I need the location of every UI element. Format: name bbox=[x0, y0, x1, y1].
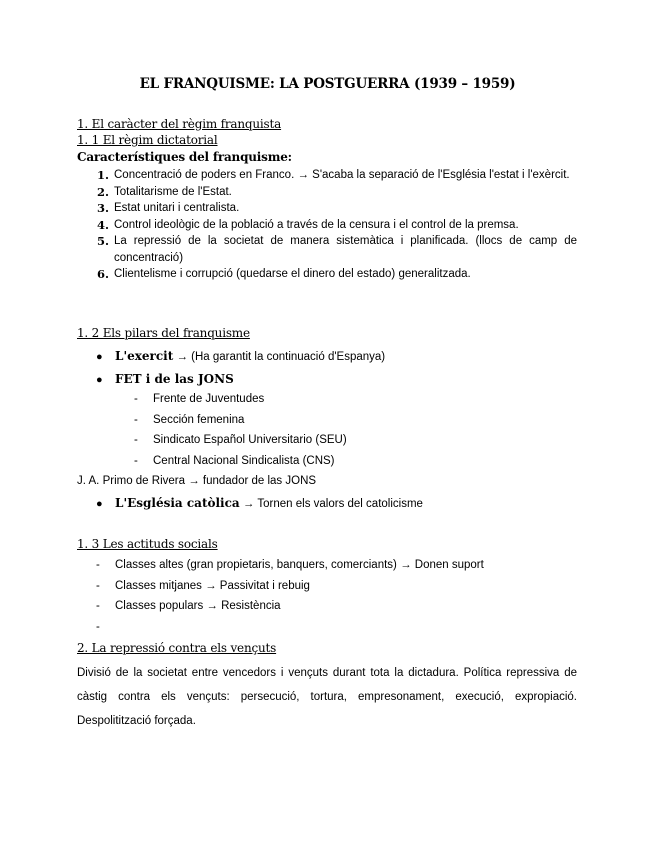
sub-item-text: Frente de Juventudes bbox=[153, 393, 265, 405]
sub-item-text: Sindicato Español Universitario (SEU) bbox=[153, 434, 347, 446]
bullet-text: → (Ha garantit la continuació d'Espanya) bbox=[173, 351, 386, 363]
sub-item-text: Sección femenina bbox=[153, 414, 245, 426]
primo-rivera-note: J. A. Primo de Rivera → fundador de las JONS bbox=[77, 475, 317, 487]
dash-icon: - bbox=[134, 455, 138, 467]
list-item bbox=[77, 167, 577, 184]
repression-paragraph: Divisió de la societat entre vencedors i vençuts durant tota la dictadura. Política repressiva de càstig contra els vençuts: persecució, tortura, empresonament, execució, expropiació. Despolitització forçada. bbox=[77, 667, 577, 727]
dash-icon: - bbox=[96, 580, 100, 592]
social-item-text: Classes altes (gran propietaris, banquers, comerciants) → Donen suport bbox=[115, 559, 484, 571]
dash-icon: - bbox=[134, 393, 138, 405]
dash-icon: - bbox=[134, 434, 138, 446]
sub-item bbox=[134, 414, 244, 426]
dash-icon: - bbox=[134, 414, 138, 426]
sub-item-text: Central Nacional Sindicalista (CNS) bbox=[153, 455, 335, 467]
bullet-text: → Tornen els valors del catolicisme bbox=[239, 498, 423, 510]
social-item bbox=[96, 600, 281, 612]
social-item bbox=[96, 559, 484, 571]
item-text: Estat unitari i centralista. bbox=[114, 202, 240, 214]
social-item bbox=[96, 621, 115, 633]
sub-item bbox=[134, 393, 264, 405]
list-item bbox=[77, 200, 577, 217]
characteristics-heading: Característiques del franquisme: bbox=[77, 150, 292, 164]
sub-item bbox=[134, 455, 335, 467]
social-item-text: Classes mitjanes → Passivitat i rebuig bbox=[115, 580, 310, 592]
item-text: Control ideològic de la població a través de la censura i el control de la premsa. bbox=[114, 218, 519, 231]
bullet-esglesia bbox=[96, 496, 423, 510]
dash-icon: - bbox=[96, 621, 100, 633]
item-number: 2. bbox=[97, 184, 110, 199]
section-1-1-heading: 1. 1 El règim dictatorial bbox=[77, 133, 218, 147]
bullet-fet-jons bbox=[96, 372, 234, 386]
item-text: Totalitarisme de l'Estat. bbox=[114, 185, 232, 198]
section-2-heading: 2. La repressió contra els vençuts bbox=[77, 641, 277, 655]
bullet-bold: L'exercit bbox=[115, 349, 174, 363]
item-number: 4. bbox=[97, 217, 110, 232]
social-item bbox=[96, 580, 310, 592]
sub-item bbox=[134, 434, 347, 446]
list-item bbox=[77, 184, 577, 201]
item-text: Clientelisme i corrupció (quedarse el dinero del estado) generalitzada. bbox=[114, 268, 471, 280]
bullet-icon: ● bbox=[96, 498, 103, 510]
list-item bbox=[77, 266, 577, 283]
social-item-text: Classes populars → Resistència bbox=[115, 600, 281, 612]
item-number: 6. bbox=[97, 267, 110, 281]
section-1-heading: 1. El caràcter del règim franquista bbox=[77, 117, 282, 131]
item-text: La repressió de la societat de manera sistemàtica i planificada. (llocs de camp de concentració) bbox=[114, 235, 577, 264]
list-item bbox=[77, 217, 577, 234]
dash-icon: - bbox=[96, 559, 100, 571]
item-number: 5. bbox=[97, 234, 110, 248]
bullet-exercit bbox=[96, 349, 385, 363]
section-1-2-heading: 1. 2 Els pilars del franquisme bbox=[77, 326, 250, 340]
list-item bbox=[77, 233, 577, 266]
item-text: Concentració de poders en Franco. → S'acaba la separació de l'Església l'estat i l'exèrcit. bbox=[114, 169, 570, 181]
bullet-icon: ● bbox=[96, 374, 103, 386]
item-number: 1. bbox=[97, 168, 110, 182]
characteristics-list bbox=[77, 167, 577, 283]
section-1-3-heading: 1. 3 Les actituds socials bbox=[77, 537, 218, 551]
dash-icon: - bbox=[96, 600, 100, 612]
bullet-bold: L'Església catòlica bbox=[115, 496, 240, 510]
page-title: EL FRANQUISME: LA POSTGUERRA (1939 – 1959) bbox=[139, 76, 516, 92]
bullet-bold: FET i de las JONS bbox=[115, 372, 234, 386]
bullet-icon: ● bbox=[96, 351, 103, 363]
item-number: 3. bbox=[97, 201, 110, 215]
